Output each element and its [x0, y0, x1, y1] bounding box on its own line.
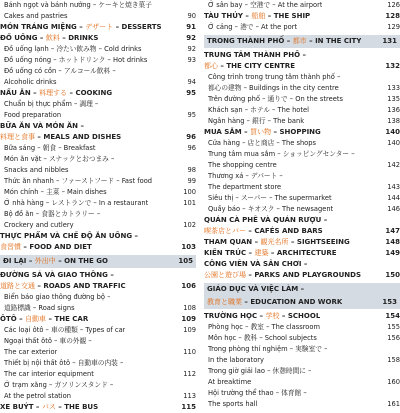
toc-section-title: QUÁN CÀ PHÊ VÀ QUÁN RƯỢU –	[204, 216, 328, 224]
toc-section-en: SIGHTSEEING	[296, 238, 350, 246]
toc-page-number: 153	[382, 298, 397, 306]
toc-section-en: ARCHITECTURE	[276, 249, 337, 257]
toc-entry-title: Food preparation	[4, 111, 62, 119]
toc-page-number: 96	[187, 144, 196, 152]
toc-section-title: BỮA ĂN VÀ MÓN ĂN –	[0, 122, 84, 130]
toc-entry-title: Biển báo giao thông đường bộ –	[4, 293, 111, 301]
toc-page-number: 109	[183, 326, 196, 334]
toc-section-vi: TRUNG TÂM THÀNH PHỐ	[204, 51, 301, 59]
toc-page-number: 95	[187, 111, 196, 119]
toc-section-vi: TRONG THÀNH PHỐ	[207, 37, 285, 45]
toc-chapter-band[interactable]	[204, 35, 400, 48]
toc-section-heading[interactable]	[204, 127, 400, 138]
toc-section-vi: ÔTÔ	[0, 315, 17, 323]
toc-entry[interactable]	[204, 160, 400, 171]
toc-page-number: 94	[187, 78, 196, 86]
toc-section-jp: 建築	[254, 249, 269, 257]
toc-entry-title: At the petrol station	[4, 392, 71, 400]
toc-section-jp: 料理と食事	[0, 133, 35, 141]
toc-page-number: 109	[181, 315, 196, 323]
toc-entry[interactable]	[0, 154, 196, 165]
toc-page-number: 131	[382, 37, 397, 45]
toc-entry[interactable]	[0, 77, 196, 88]
toc-section-heading-line2[interactable]	[0, 281, 196, 292]
toc-section-en: SHOPPING	[279, 128, 321, 136]
toc-entry-title: Hội trường thể thao – 体育館 –	[208, 389, 307, 397]
toc-entry-title: Phòng học – 教室 – The classroom	[208, 323, 321, 331]
toc-entry[interactable]	[0, 347, 196, 358]
toc-page-number: 155	[387, 323, 400, 331]
toc-section-en: COOKING	[75, 89, 113, 97]
toc-section-en: ON THE GO	[64, 257, 108, 265]
toc-page-number: 95	[186, 89, 196, 97]
toc-entry[interactable]	[204, 193, 400, 204]
toc-entry[interactable]	[0, 176, 196, 187]
toc-section-heading-line2[interactable]	[204, 61, 400, 72]
toc-section-heading-line2[interactable]	[0, 132, 196, 143]
toc-section-jp: 船舶	[251, 12, 266, 20]
toc-section-heading[interactable]	[0, 314, 196, 325]
toc-section-en: THE CAR	[54, 315, 89, 323]
toc-entry-title: Quầy báo – キオスク – The newsagent	[208, 205, 334, 213]
toc-entry-title: Ở nhà hàng – レストランで – In a restaurant	[4, 199, 149, 207]
toc-section-title-line2: 都心 – THE CITY CENTRE	[204, 62, 295, 70]
toc-section-jp: 都市	[292, 37, 307, 45]
toc-entry-title: The car exterior	[4, 348, 58, 356]
toc-section-jp: 買い物	[250, 128, 272, 136]
toc-page-number: 103	[181, 243, 196, 251]
toc-section-vi: ĐI LẠI	[3, 257, 27, 265]
toc-entry[interactable]	[0, 143, 196, 154]
toc-section-title: GIÁO DỤC VÀ VIỆC LÀM –	[207, 285, 305, 293]
toc-entry-title: At breaktime	[208, 378, 252, 386]
toc-entry[interactable]	[204, 322, 400, 333]
toc-section-heading[interactable]	[0, 231, 196, 242]
toc-section-heading[interactable]	[204, 237, 400, 248]
toc-left-column	[0, 0, 196, 413]
toc-page-number: 129	[387, 23, 400, 31]
toc-entry-title: Ngoại thất ôtô – 車の外観 –	[4, 337, 92, 345]
toc-section-heading-line2[interactable]	[204, 226, 400, 237]
toc-entry-title: Ngân hàng – 銀行 – The bank	[208, 117, 305, 125]
toc-entry[interactable]	[0, 369, 196, 380]
toc-section-heading-line2[interactable]	[204, 296, 400, 309]
toc-section-title-line2: 料理と食事 – MEALS AND DISHES	[0, 133, 122, 141]
toc-page-number: 102	[183, 221, 196, 229]
toc-page-number: 108	[183, 304, 196, 312]
toc-entry[interactable]	[204, 22, 400, 33]
toc-entry-title: The car interior equipment	[4, 370, 94, 378]
toc-entry[interactable]	[204, 355, 400, 366]
toc-entry[interactable]	[204, 182, 400, 193]
toc-section-vi: CÔNG VIÊN VÀ SÂN CHƠI	[204, 260, 302, 268]
toc-entry[interactable]	[204, 333, 400, 344]
toc-entry-title: Trong phòng thí nghiệm – 実験室で –	[208, 345, 328, 353]
toc-entry[interactable]	[0, 66, 196, 77]
toc-page-number: 91	[186, 23, 196, 31]
toc-entry-title: 道路標識 – Road signs	[4, 304, 75, 312]
toc-section-title: ÔTÔ – 自動車 – THE CAR	[0, 315, 89, 323]
toc-section-title: NẤU ĂN – 料理する – COOKING	[0, 89, 113, 97]
toc-section-vi: BỮA ĂN VÀ MÓN ĂN	[0, 122, 79, 130]
toc-section-title: MÓN TRÁNG MIỆNG – デザート – DESSERTS	[0, 23, 162, 31]
toc-page-number: 136	[387, 106, 400, 114]
toc-entry[interactable]	[0, 0, 196, 11]
toc-page-number: 92	[186, 34, 196, 42]
toc-chapter-band[interactable]	[0, 255, 196, 268]
toc-page-number: 112	[183, 370, 196, 378]
toc-section-title: THAM QUAN – 観光名所 – SIGHTSEEING	[204, 238, 350, 246]
toc-page-number: 144	[387, 194, 400, 202]
toc-entry[interactable]	[0, 11, 196, 22]
toc-section-heading[interactable]	[0, 402, 196, 413]
toc-section-vi: TRƯỜNG HỌC	[204, 312, 258, 320]
toc-entry-title: Crockery and cutlery	[4, 221, 74, 229]
toc-entry-title: Cakes and pastries	[4, 12, 68, 20]
toc-entry-title: Đồ uống có cồn – アルコール飲料 –	[4, 67, 116, 75]
toc-entry[interactable]	[204, 138, 400, 149]
toc-page-number: 143	[387, 183, 400, 191]
toc-section-jp: 観光名所	[260, 238, 289, 246]
toc-page-number: 100	[183, 188, 196, 196]
toc-entry[interactable]	[0, 336, 196, 347]
toc-section-vi: MUA SẮM	[204, 128, 242, 136]
toc-section-en: THE CITY CENTRE	[226, 62, 295, 70]
toc-entry[interactable]	[0, 165, 196, 176]
toc-entry[interactable]	[0, 380, 196, 391]
toc-section-title: ĐƯỜNG SÁ VÀ GIAO THÔNG –	[0, 271, 114, 279]
toc-page-number: 93	[187, 56, 196, 64]
toc-section-title: TRONG THÀNH PHỐ – 都市 – IN THE CITY	[207, 37, 362, 45]
toc-entry[interactable]	[0, 391, 196, 402]
toc-entry-title: Chuẩn bị thực phẩm – 調理 –	[4, 100, 99, 108]
toc-section-heading[interactable]	[0, 270, 196, 281]
toc-page-number: 158	[387, 356, 400, 364]
toc-page-number: 149	[385, 249, 400, 257]
toc-entry[interactable]	[204, 72, 400, 83]
toc-entry[interactable]	[204, 366, 400, 377]
toc-entry-title: Món ăn vặt – スナックとおつまみ –	[4, 155, 115, 163]
toc-section-title: TRUNG TÂM THÀNH PHỐ –	[204, 51, 307, 59]
toc-section-heading[interactable]	[0, 121, 196, 132]
toc-entry[interactable]	[0, 110, 196, 121]
toc-entry[interactable]	[0, 55, 196, 66]
toc-entry[interactable]	[204, 204, 400, 215]
toc-section-heading[interactable]	[204, 311, 400, 322]
toc-page-number: 101	[183, 199, 196, 207]
toc-entry-title: Món chính – 主菜 – Main dishes	[4, 188, 107, 196]
toc-entry-title: Siêu thị – スーパー – The supermarket	[208, 194, 332, 202]
toc-section-en: EDUCATION AND WORK	[250, 298, 343, 306]
toc-section-jp: 飲料	[45, 34, 60, 42]
toc-page-number: 133	[387, 84, 400, 92]
toc-section-jp: 都心	[204, 62, 218, 70]
toc-entry-title: Khách sạn – ホテル – The hotel	[208, 106, 309, 114]
toc-entry-title: Công trình trong trung tâm thành phố –	[208, 73, 341, 81]
toc-entry-title: The department store	[208, 183, 282, 191]
toc-section-en: THE SHIP	[273, 12, 311, 20]
toc-entry-title: Bánh ngọt và bánh nướng – ケーキと焼き菓子	[4, 1, 152, 9]
toc-section-en: THE BUS	[64, 403, 99, 411]
toc-section-jp: 道路と交通	[0, 282, 35, 290]
toc-entry[interactable]	[204, 149, 400, 160]
toc-section-heading[interactable]	[204, 248, 400, 259]
toc-page-number: 99	[187, 177, 196, 185]
toc-entry[interactable]	[204, 388, 400, 399]
toc-page-number: 132	[385, 62, 400, 70]
toc-section-jp: 食習慣	[0, 243, 21, 251]
toc-section-heading[interactable]	[204, 50, 400, 61]
toc-right-column	[204, 0, 400, 410]
toc-entry-title: In the laboratory	[208, 356, 264, 364]
toc-section-vi: THỰC PHẨM VÀ CHẾ ĐỘ ĂN UỐNG	[0, 232, 133, 240]
toc-entry-title: Cửa hàng – 店と商店 – The shops	[208, 139, 316, 147]
toc-section-vi: MÓN TRÁNG MIỆNG	[0, 23, 77, 31]
toc-section-vi: ĐƯỜNG SÁ VÀ GIAO THÔNG	[0, 271, 108, 279]
toc-section-en: ROADS AND TRAFFIC	[43, 282, 126, 290]
toc-entry-title: Alcoholic drinks	[4, 78, 57, 86]
toc-section-en: MEALS AND DISHES	[43, 133, 122, 141]
toc-section-title-line2: 食習慣 – FOOD AND DIET	[0, 243, 92, 251]
toc-section-vi: NẤU ĂN	[0, 89, 31, 97]
toc-page-number: 113	[183, 392, 196, 400]
toc-entry[interactable]	[0, 198, 196, 209]
toc-section-heading-line2[interactable]	[0, 242, 196, 253]
toc-entry-title: Ở cảng – 港で – At the port	[208, 23, 298, 31]
toc-page-number: 106	[181, 282, 196, 290]
toc-section-title-line2: 教育と職業 – EDUCATION AND WORK	[207, 298, 343, 306]
toc-section-vi: THAM QUAN	[204, 238, 253, 246]
toc-entry[interactable]	[204, 94, 400, 105]
toc-entry-title: The shopping centre	[208, 161, 277, 169]
toc-section-jp: 学校	[265, 312, 280, 320]
toc-entry-title: 都心の建物 – Buildings in the city centre	[208, 84, 339, 92]
toc-chapter-band[interactable]	[204, 283, 400, 296]
toc-section-jp: 外出中	[34, 257, 56, 265]
toc-section-jp: デザート	[85, 23, 114, 31]
toc-section-title: ĐI LẠI – 外出中 – ON THE GO	[3, 257, 108, 265]
toc-page-number: 161	[387, 400, 400, 408]
toc-page-number: 150	[385, 271, 400, 279]
toc-section-heading-line2[interactable]	[204, 270, 400, 281]
toc-section-vi: ĐỒ UỐNG	[0, 34, 38, 42]
toc-entry-title: Ở trạm xăng – ガソリンスタンド –	[4, 381, 114, 389]
toc-page-number: 140	[385, 128, 400, 136]
toc-entry-title: Trên đường phố – 通りで – On the streets	[208, 95, 343, 103]
toc-entry-title: Trung tâm mua sắm – ショッピングセンター –	[208, 150, 355, 158]
toc-section-title: TRƯỜNG HỌC – 学校 – SCHOOL	[204, 312, 321, 320]
toc-section-title: KIẾN TRÚC – 建築 – ARCHITECTURE	[204, 249, 337, 257]
toc-page-number: 147	[385, 227, 400, 235]
toc-section-title: ĐỒ UỐNG – 飲料 – DRINKS	[0, 34, 99, 42]
toc-section-heading[interactable]	[204, 259, 400, 270]
toc-entry-title: Đồ uống nóng – ホットドリンク – Hot drinks	[4, 56, 148, 64]
toc-entry-title: Thương xá – デパート –	[208, 172, 283, 180]
toc-section-title-line2: 道路と交通 – ROADS AND TRAFFIC	[0, 282, 126, 290]
toc-page-number: 115	[181, 403, 196, 411]
toc-entry[interactable]	[204, 399, 400, 410]
toc-page-number: 105	[178, 257, 193, 265]
toc-section-title: MUA SẮM – 買い物 – SHOPPING	[204, 128, 321, 136]
toc-page-number: 128	[385, 12, 400, 20]
toc-section-jp: 公園と遊び場	[204, 271, 246, 279]
toc-section-title-line2: 喫茶店とバー – CAFÉS AND BARS	[204, 227, 323, 235]
toc-section-jp: 教育と職業	[207, 298, 242, 306]
toc-section-title: CÔNG VIÊN VÀ SÂN CHƠI –	[204, 260, 308, 268]
toc-section-en: SCHOOL	[287, 312, 321, 320]
toc-section-heading[interactable]	[0, 22, 196, 33]
toc-entry-title: Bữa sáng – 朝食 – Breakfast	[4, 144, 96, 152]
toc-entry[interactable]	[0, 358, 196, 369]
toc-entry-title: Đồ uống lạnh – 冷たい飲み物 – Cold drinks	[4, 45, 142, 53]
toc-page-number: 146	[387, 205, 400, 213]
toc-section-vi: GIÁO DỤC VÀ VIỆC LÀM	[207, 285, 299, 293]
toc-page-number: 154	[385, 312, 400, 320]
toc-entry-title: The sports hall	[208, 400, 258, 408]
toc-page-number: 160	[387, 378, 400, 386]
toc-section-heading[interactable]	[0, 33, 196, 44]
toc-section-jp: 料理する	[39, 89, 68, 97]
toc-entry-title: Thiết bị nội thất ôtô – 自動車の内装 –	[4, 359, 124, 367]
toc-entry[interactable]	[204, 83, 400, 94]
toc-section-heading[interactable]	[204, 215, 400, 226]
toc-entry[interactable]	[0, 209, 196, 220]
toc-entry[interactable]	[0, 187, 196, 198]
toc-entry-title: Trong giờ giải lao – 休憩時間に –	[208, 367, 312, 375]
toc-section-vi: XE BUÝT	[0, 403, 34, 411]
toc-section-en: PARKS AND PLAYGROUNDS	[254, 271, 361, 279]
toc-section-heading[interactable]	[0, 88, 196, 99]
toc-section-title-line2: 公園と遊び場 – PARKS AND PLAYGROUNDS	[204, 271, 361, 279]
toc-entry[interactable]	[0, 325, 196, 336]
toc-section-en: FOOD AND DIET	[29, 243, 92, 251]
toc-section-en: DRINKS	[68, 34, 99, 42]
toc-page-number: 92	[187, 45, 196, 53]
toc-page-number: 135	[387, 95, 400, 103]
toc-entry-title: Snacks and nibbles	[4, 166, 69, 174]
toc-entry[interactable]	[0, 220, 196, 231]
toc-entry-title: Thức ăn nhanh – ファーストフード – Fast food	[4, 177, 153, 185]
toc-entry[interactable]	[0, 292, 196, 303]
toc-section-heading[interactable]	[204, 11, 400, 22]
toc-section-jp: バス	[41, 403, 56, 411]
toc-page-number: 156	[387, 334, 400, 342]
toc-page-number: 110	[183, 348, 196, 356]
toc-page-number: 142	[387, 161, 400, 169]
toc-section-jp: 自動車	[25, 315, 47, 323]
toc-section-vi: TÀU THỦY	[204, 12, 243, 20]
toc-section-jp: 喫茶店とバー	[204, 227, 246, 235]
toc-section-title: XE BUÝT – バス – THE BUS	[0, 403, 99, 411]
toc-section-en: CAFÉS AND BARS	[254, 227, 323, 235]
toc-page-number: 148	[385, 238, 400, 246]
toc-section-en: DESSERTS	[121, 23, 162, 31]
toc-section-title: THỰC PHẨM VÀ CHẾ ĐỘ ĂN UỐNG –	[0, 232, 139, 240]
toc-section-title: TÀU THỦY – 船舶 – THE SHIP	[204, 12, 311, 20]
toc-entry-title: Môn học – 教科 – School subjects	[208, 334, 317, 342]
toc-page-number: 96	[186, 133, 196, 141]
toc-page-number: 138	[387, 117, 400, 125]
toc-entry-title: Các loại ôtô – 車の種類 – Types of car	[4, 326, 126, 334]
toc-page-number: 140	[387, 139, 400, 147]
toc-page-number: 98	[187, 166, 196, 174]
toc-entry[interactable]	[0, 44, 196, 55]
toc-entry[interactable]	[204, 116, 400, 127]
toc-page-number: 126	[387, 1, 400, 9]
toc-page-number: 90	[187, 12, 196, 20]
toc-entry[interactable]	[0, 303, 196, 314]
toc-section-vi: KIẾN TRÚC	[204, 249, 247, 257]
toc-entry[interactable]	[0, 99, 196, 110]
toc-entry-title: Bộ đồ ăn – 食器とカトラリー –	[4, 210, 101, 218]
toc-entry[interactable]	[204, 0, 400, 11]
toc-section-en: IN THE CITY	[315, 37, 362, 45]
toc-entry-title: Ở sân bay – 空港で – At the airport	[208, 1, 323, 9]
toc-section-vi: QUÁN CÀ PHÊ VÀ QUÁN RƯỢU	[204, 216, 322, 224]
toc-entry[interactable]	[204, 344, 400, 355]
toc-entry[interactable]	[204, 377, 400, 388]
toc-entry[interactable]	[204, 171, 400, 182]
toc-entry[interactable]	[204, 105, 400, 116]
